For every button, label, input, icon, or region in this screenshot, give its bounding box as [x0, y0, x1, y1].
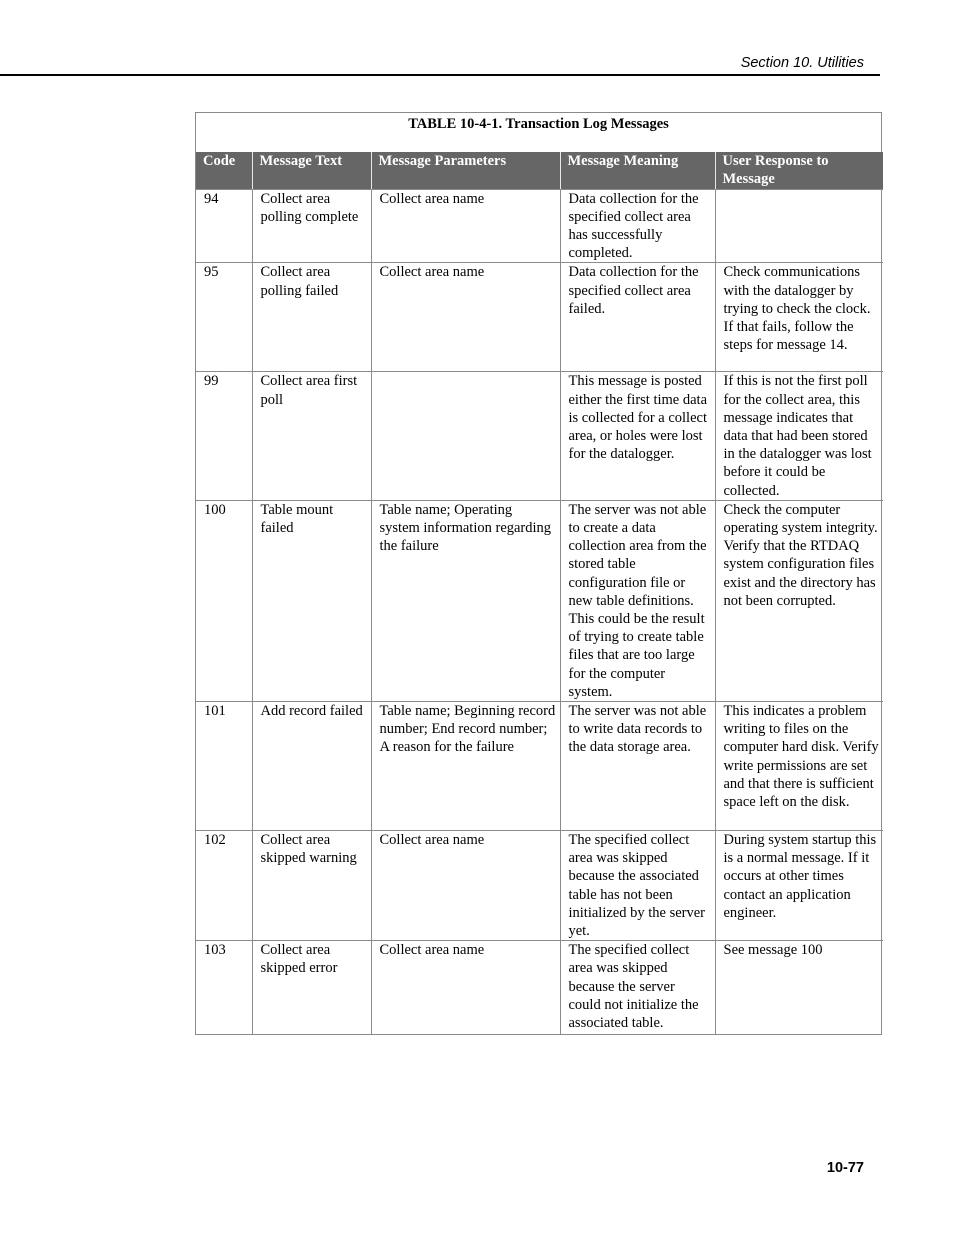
cell-message-parameters: [371, 372, 560, 500]
header-rule: [0, 74, 880, 76]
messages-table: [196, 152, 883, 1034]
cell-message-meaning: The server was not able to create a data collection area from the stored table configuration file or new table definitions. This could be the result of trying to create table files that are too large for the computer system.: [560, 500, 715, 701]
cell-message-meaning: Data collection for the specified collect area failed.: [560, 263, 715, 372]
column-header-user-response: User Response to Message: [715, 152, 883, 189]
cell-user-response: If this is not the first poll for the collect area, this message indicates that data that had been stored in the datalogger was lost before it could be collected.: [715, 372, 883, 500]
cell-message-text: Collect area polling complete: [252, 189, 371, 263]
cell-message-text: Collect area polling failed: [252, 263, 371, 372]
cell-user-response: During system startup this is a normal message. If it occurs at other times contact an application engineer.: [715, 830, 883, 940]
cell-message-meaning: The specified collect area was skipped because the associated table has not been initialized by the server yet.: [560, 830, 715, 940]
cell-message-parameters: Collect area name: [371, 189, 560, 263]
page-number: 10-77: [826, 1160, 864, 1176]
cell-user-response: See message 100: [723, 942, 823, 959]
cell-message-text: Table mount failed: [252, 500, 371, 701]
cell-message-text: Collect area skipped error: [252, 941, 371, 1034]
cell-message-text: Collect area first poll: [252, 372, 371, 500]
cell-message-parameters: Collect area name: [371, 830, 560, 940]
cell-code: 102: [196, 830, 252, 940]
column-header-code: Code: [196, 152, 252, 189]
cell-message-text: Collect area skipped warning: [252, 830, 371, 940]
cell-user-response: Check communications with the datalogger by trying to check the clock. If that fails, follow the steps for message 14.: [715, 263, 883, 372]
column-header-message-parameters: Message Parameters: [371, 152, 560, 189]
table-row: [196, 500, 883, 701]
cell-message-parameters: Table name; Beginning record number; End record number; A reason for the failure: [371, 701, 560, 830]
cell-message-meaning: The server was not able to write data records to the data storage area.: [560, 701, 715, 830]
cell-message-meaning: The specified collect area was skipped because the server could not initialize the associated table.: [560, 941, 715, 1034]
cell-user-response: Check the computer operating system integrity. Verify that the RTDAQ system configuration files exist and the directory has not been corrupted.: [715, 500, 883, 701]
table-header-row: [196, 152, 883, 189]
cell-message-parameters: Collect area name: [371, 263, 560, 372]
table-title: TABLE 10-4-1. Transaction Log Messages: [408, 116, 669, 132]
table-row: [196, 189, 883, 263]
cell-user-response: [715, 189, 883, 263]
table-row: [196, 941, 883, 1034]
column-header-message-text: Message Text: [252, 152, 371, 189]
cell-code: 100: [196, 500, 252, 701]
table-row: [196, 701, 883, 830]
table-row: [196, 372, 883, 500]
column-header-message-meaning: Message Meaning: [560, 152, 715, 189]
cell-code: 94: [196, 189, 252, 263]
cell-user-response: This indicates a problem writing to files on the computer hard disk. Verify write permissions are set and that there is sufficient space left on the disk.: [715, 701, 883, 830]
cell-message-parameters: Collect area name: [371, 941, 560, 1034]
cell-message-meaning: Data collection for the specified collect area has successfully completed.: [560, 189, 715, 263]
table-row: [196, 263, 883, 372]
cell-code: 95: [196, 263, 252, 372]
cell-message-text: Add record failed: [252, 701, 371, 830]
cell-message-parameters: Table name; Operating system information regarding the failure: [371, 500, 560, 701]
transaction-log-table: [195, 112, 882, 1035]
table-row: [196, 830, 883, 940]
cell-code: 103: [196, 941, 252, 1034]
cell-message-meaning: This message is posted either the first time data is collected for a collect area, or holes were lost for the datalogger.: [560, 372, 715, 500]
cell-code: 101: [196, 701, 252, 830]
page-header-section: Section 10. Utilities: [740, 55, 864, 71]
cell-code: 99: [196, 372, 252, 500]
